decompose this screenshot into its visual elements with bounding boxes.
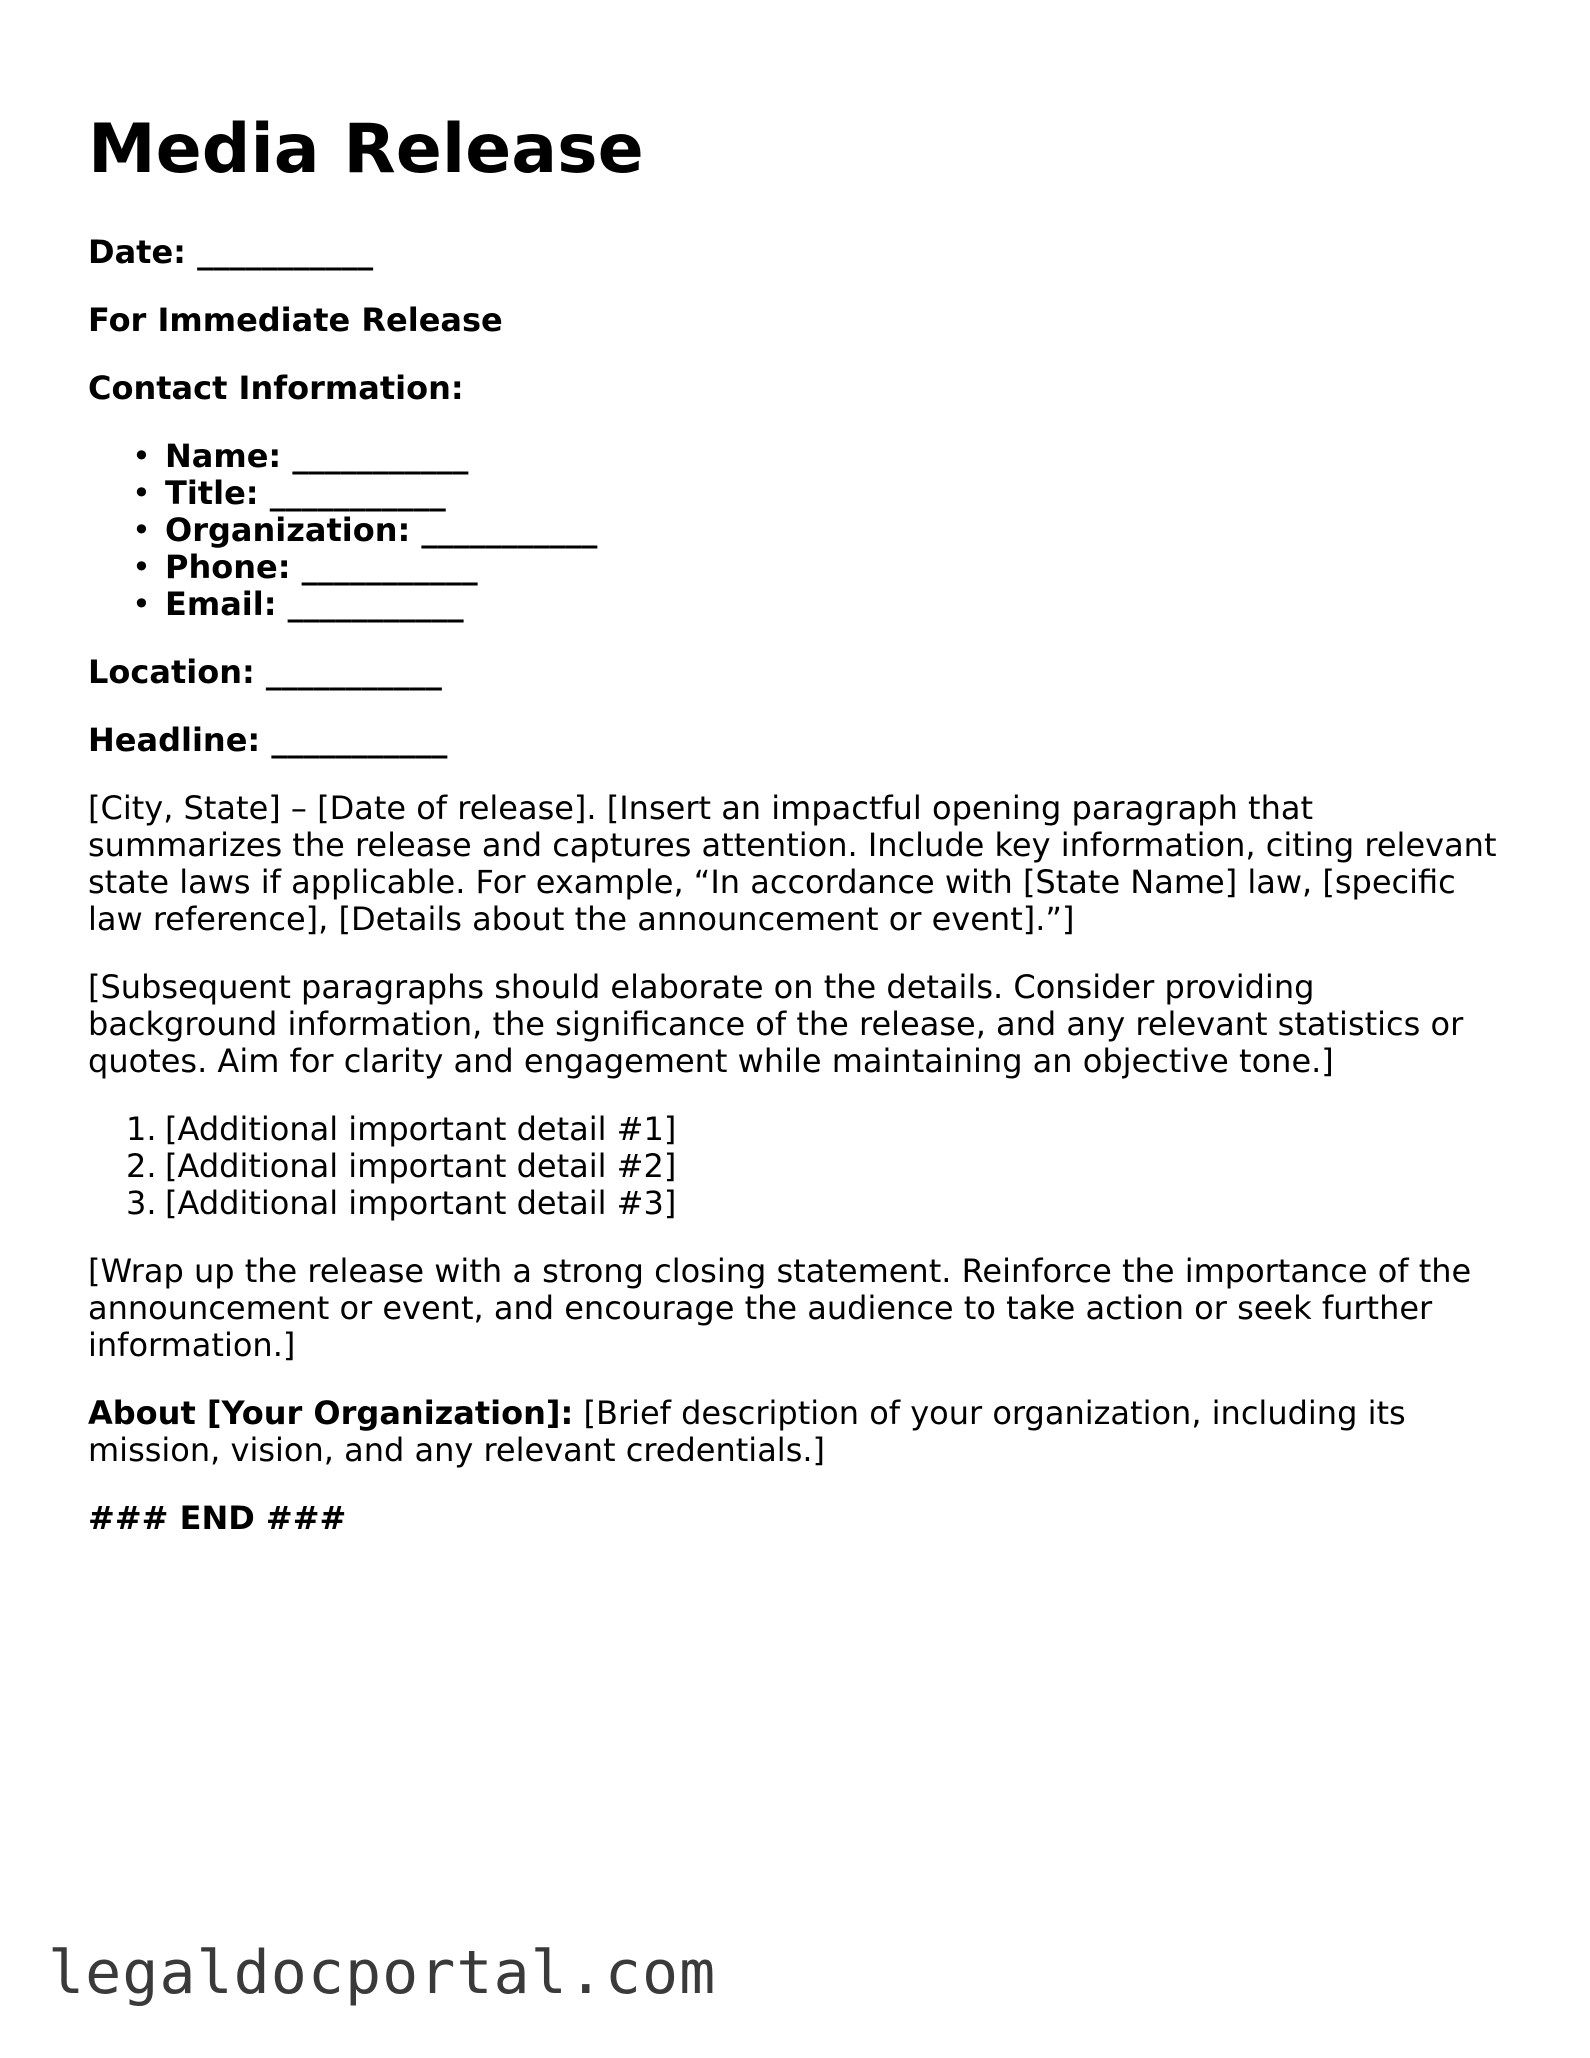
watermark: legaldocportal.com [48,1938,717,2008]
contact-item: • Phone: ___________ [132,548,478,586]
details-list [88,1111,1508,1222]
contact-item: • Organization: ___________ [132,511,598,549]
about-label: About [Your Organization]: [88,1394,574,1432]
release-type: For Immediate Release [88,301,503,339]
detail-item: 3. [Additional important detail #3] [126,1184,677,1222]
document-title: Media Release [88,110,644,189]
opening-paragraph: [City, State] – [Date of release]. [Insert an impactful opening paragraph that summarizes the release and captures attention. Include key information, citing relevant state laws if applicable. For example, “In accordance with [State Name] law, [specific law reference], [Details about the announcement or event].”] [88,789,1497,938]
contact-item: • Name: ___________ [132,437,469,475]
subsequent-paragraph: [Subsequent paragraphs should elaborate on the details. Consider providing background information, the significance of the release, and any relevant statistics or quotes. Aim for clarity and engagement while maintaining an objective tone.] [88,968,1464,1080]
contact-item: • Email: ___________ [132,585,464,623]
date-line: Date: ___________ [88,233,374,271]
document-page [88,108,1508,1568]
location-line: Location: ___________ [88,653,442,691]
detail-item: 1. [Additional important detail #1] [126,1110,677,1148]
headline-line: Headline: ___________ [88,721,448,759]
about-text: [Brief description of your organization, including its mission, vision, and any relevant credentials.] [88,1394,1406,1469]
bullet-icon: • [132,474,151,512]
contact-list [88,438,1508,623]
bullet-icon: • [132,585,151,623]
end-marker: ### END ### [88,1499,347,1537]
closing-paragraph: [Wrap up the release with a strong closing statement. Reinforce the importance of the announcement or event, and encourage the audience to take action or seek further information.] [88,1252,1472,1364]
about-section [88,1395,1508,1469]
bullet-icon: • [132,511,151,549]
contact-heading: Contact Information: [88,369,464,407]
bullet-icon: • [132,548,151,586]
contact-item: • Title: ___________ [132,474,446,512]
bullet-icon: • [132,437,151,475]
detail-item: 2. [Additional important detail #2] [126,1147,677,1185]
